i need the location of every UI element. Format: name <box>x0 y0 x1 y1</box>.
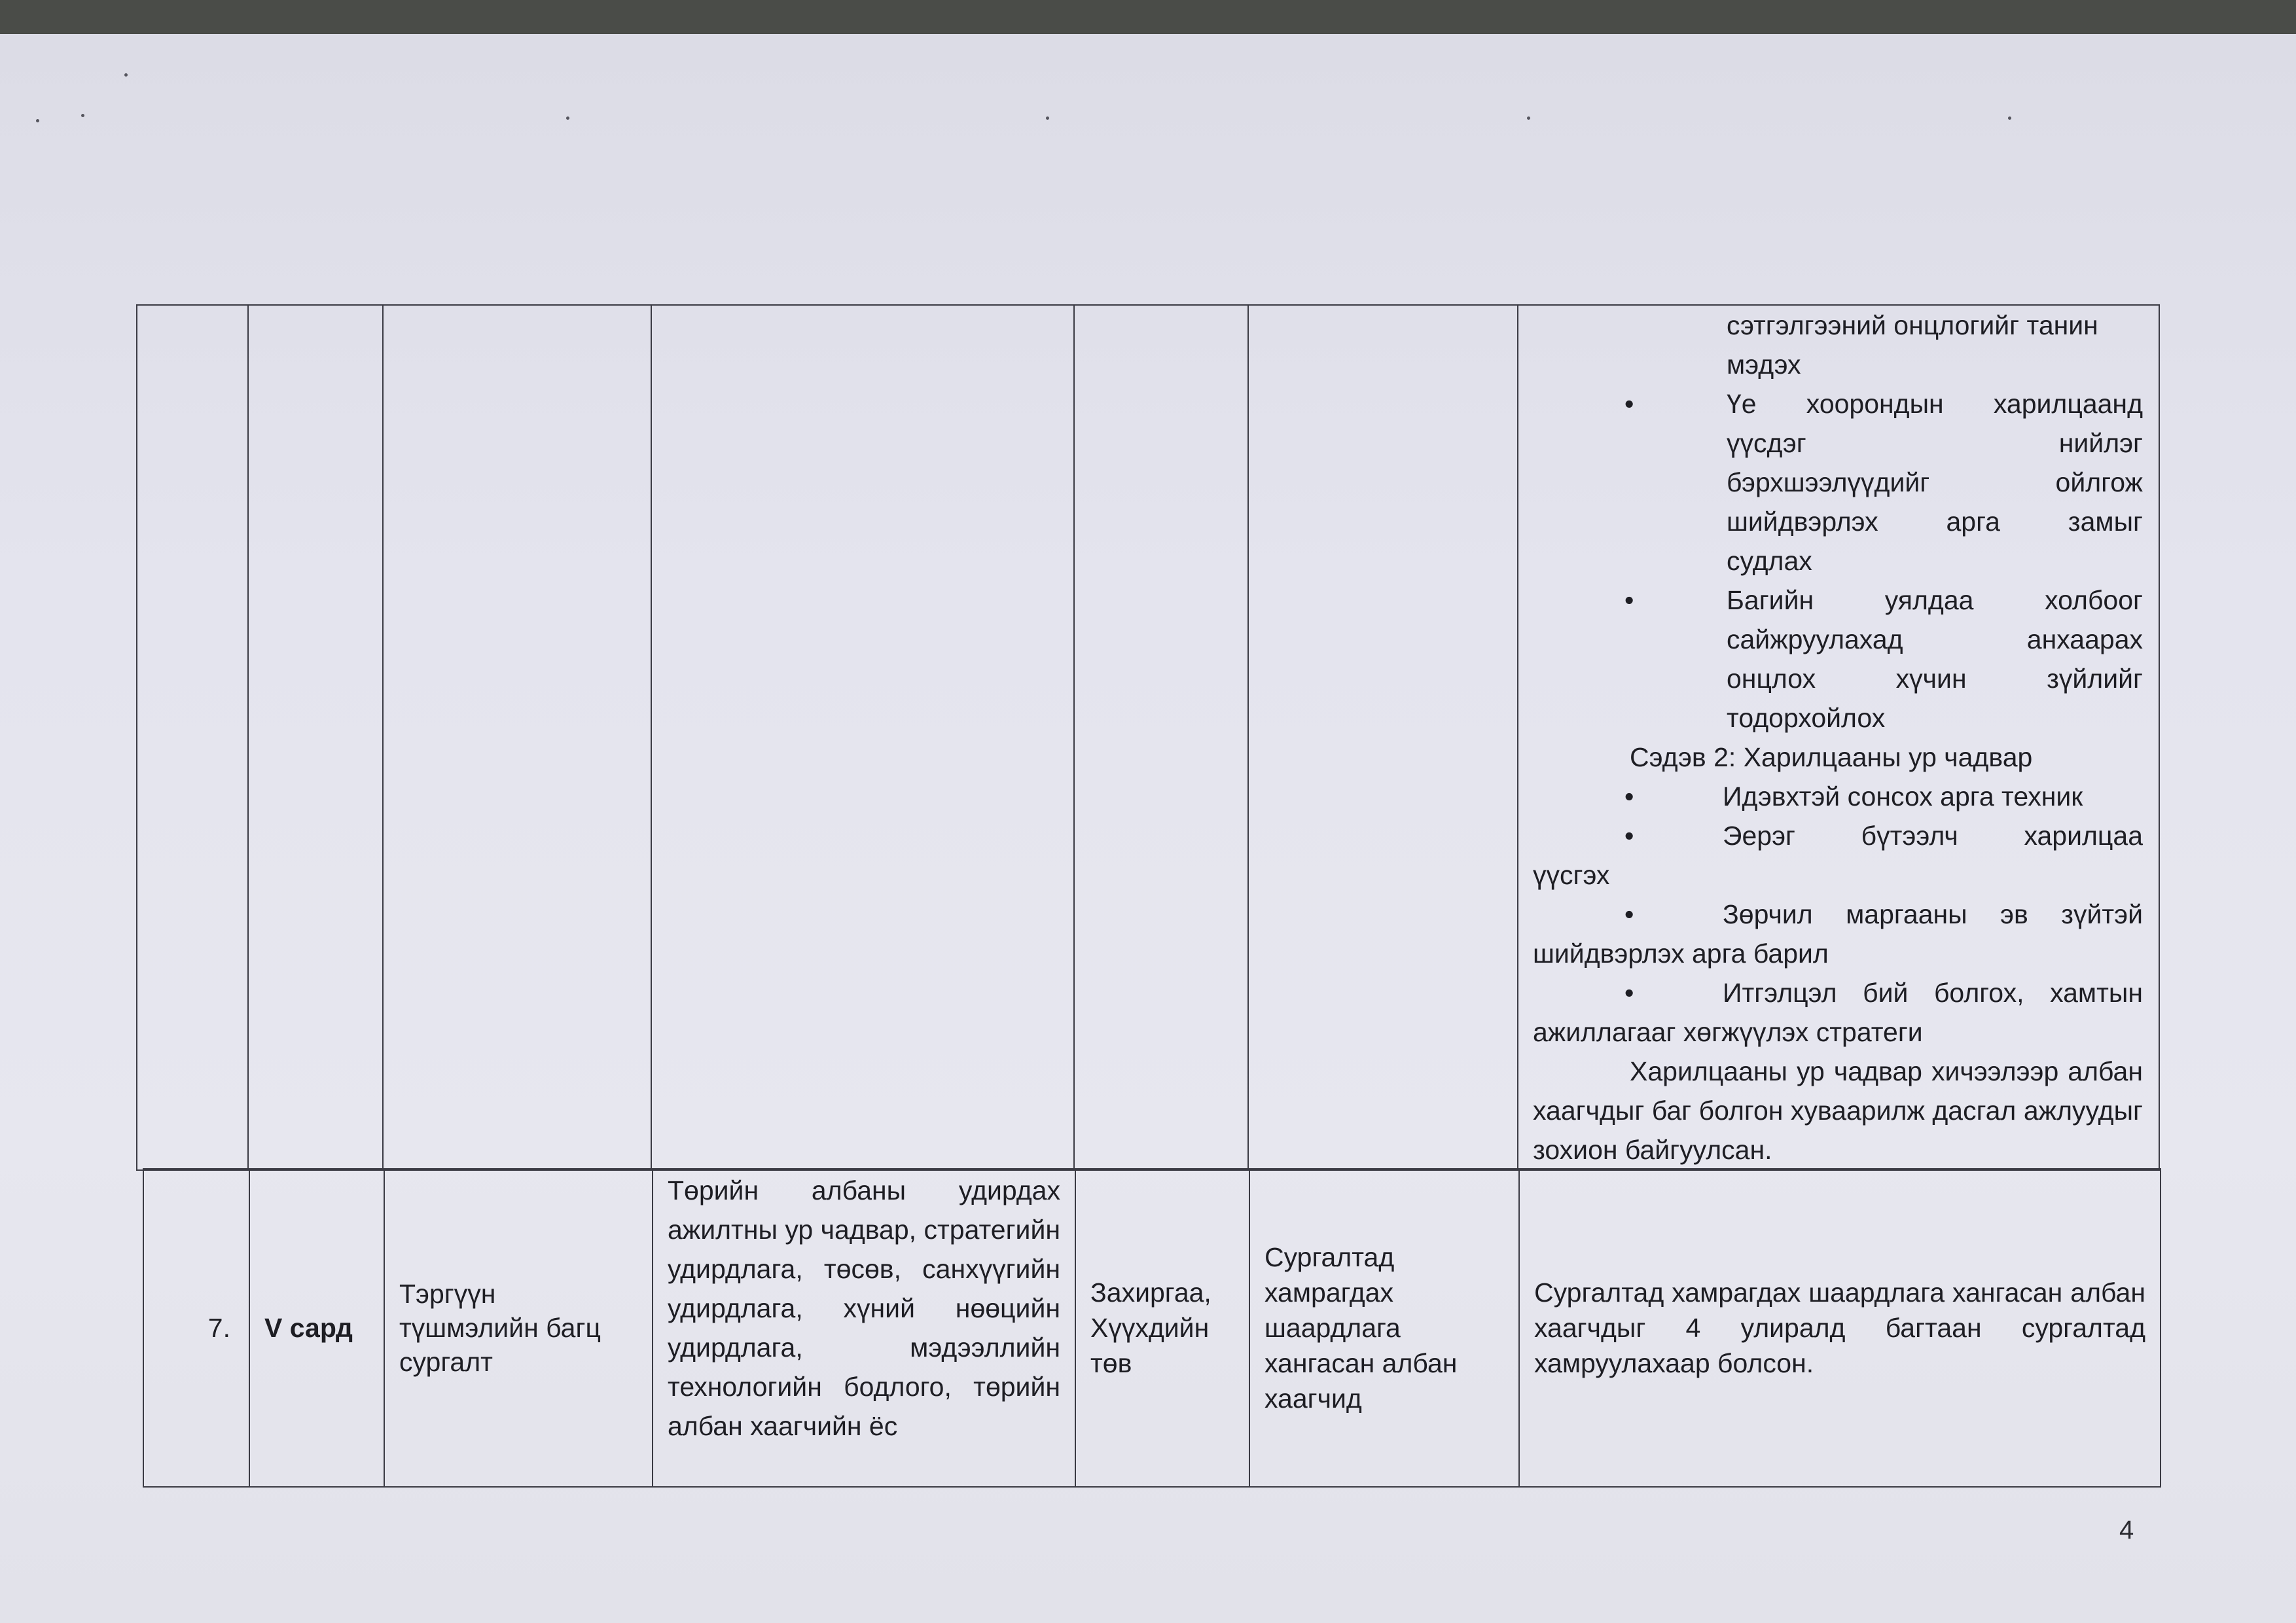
training-title: Тэргүүн түшмэлийн багц сургалт <box>384 1169 653 1487</box>
scan-speck <box>566 116 569 120</box>
bullet-icon: • <box>1624 585 1634 615</box>
table-cell <box>651 305 1074 1170</box>
text-line: сэтгэлгээний онцлогийг танин <box>1727 310 2098 340</box>
bullet-line: бэрхшээлүүдийг ойлгож <box>1727 467 2143 497</box>
bullet-line: тодорхойлох <box>1727 703 1886 733</box>
topic-heading: Сэдэв 2: Харилцааны ур чадвар <box>1630 742 2033 772</box>
table-cell <box>1248 305 1518 1170</box>
scan-speck <box>124 73 128 77</box>
bullet-line: • Итгэлцэл бий болгох, хамтын <box>1533 973 2143 1012</box>
scan-speck <box>1527 116 1530 120</box>
plan-table-continuation <box>136 304 2160 1171</box>
page-number: 4 <box>2119 1516 2134 1544</box>
table-row <box>137 305 2159 1170</box>
bullet-icon: • <box>1624 781 1634 812</box>
bullet-line: судлах <box>1727 546 1812 576</box>
text-line: мэдэх <box>1727 349 1801 380</box>
text-line: ажиллагааг хөгжүүлэх стратеги <box>1533 1017 1923 1047</box>
training-description: Төрийн албаны удирдах ажилтны ур чадвар, стратегийн удирдлага, төсөв, санхүүгийн удирдлага, хүний нөөцийн удирдлага, мэдээллийн технологийн бодлого, төрийн албан хаагчийн ёс <box>653 1169 1075 1487</box>
scan-speck <box>81 114 84 117</box>
bullet-icon: • <box>1624 389 1634 419</box>
summary-paragraph: Харилцааны ур чадвар хичээлээр албан хаагчдыг баг болгон хуваарилж дасгал ажлуудыг зохион байгуулсан. <box>1533 1056 2143 1165</box>
document-page <box>0 34 2296 1623</box>
bullet-icon: • <box>1624 821 1634 851</box>
bullet-line: • Идэвхтэй сонсох арга техник <box>1533 777 2143 816</box>
row-month: V сард <box>249 1169 384 1487</box>
scan-speck <box>2008 116 2011 120</box>
bullet-line: • Эерэг бүтээлч харилцаа <box>1533 816 2143 855</box>
text-line: үүсгэх <box>1533 860 1610 890</box>
scan-speck <box>36 119 39 122</box>
result-cell: Сургалтад хамрагдах шаардлага хангасан албан хаагчдыг 4 улиралд багтаан сургалтад хамруулахаар болсон. <box>1519 1169 2161 1487</box>
table-cell <box>383 305 651 1170</box>
table-cell <box>137 305 248 1170</box>
bullet-line: онцлох хүчин зүйлийг <box>1727 664 2143 694</box>
bullet-line: үүсдэг нийлэг <box>1727 428 2143 458</box>
scan-speck <box>1046 116 1049 120</box>
table-cell <box>248 305 383 1170</box>
table-cell <box>1074 305 1248 1170</box>
table-row <box>143 1169 2161 1487</box>
bullet-line: • Зөрчил маргааны эв зүйтэй <box>1533 895 2143 934</box>
bullet-line: сайжруулахад анхаарах <box>1727 624 2143 654</box>
bullet-icon: • <box>1624 899 1634 929</box>
organizer-cell: Захиргаа, Хүүхдийн төв <box>1075 1169 1249 1487</box>
bullet-icon: • <box>1624 978 1634 1008</box>
participants-cell: Сургалтад хамрагдах шаардлага хангасан албан хаагчид <box>1249 1169 1519 1487</box>
bullet-line: • Үе хоорондын харилцаанд <box>1533 384 2143 423</box>
bullet-line: • Багийн уялдаа холбоог <box>1533 580 2143 620</box>
row-number: 7. <box>143 1169 249 1487</box>
text-line: шийдвэрлэх арга барил <box>1533 938 1829 969</box>
training-content-cell <box>1518 305 2159 1170</box>
plan-table-row-7 <box>143 1168 2161 1488</box>
bullet-line: шийдвэрлэх арга замыг <box>1727 507 2143 537</box>
